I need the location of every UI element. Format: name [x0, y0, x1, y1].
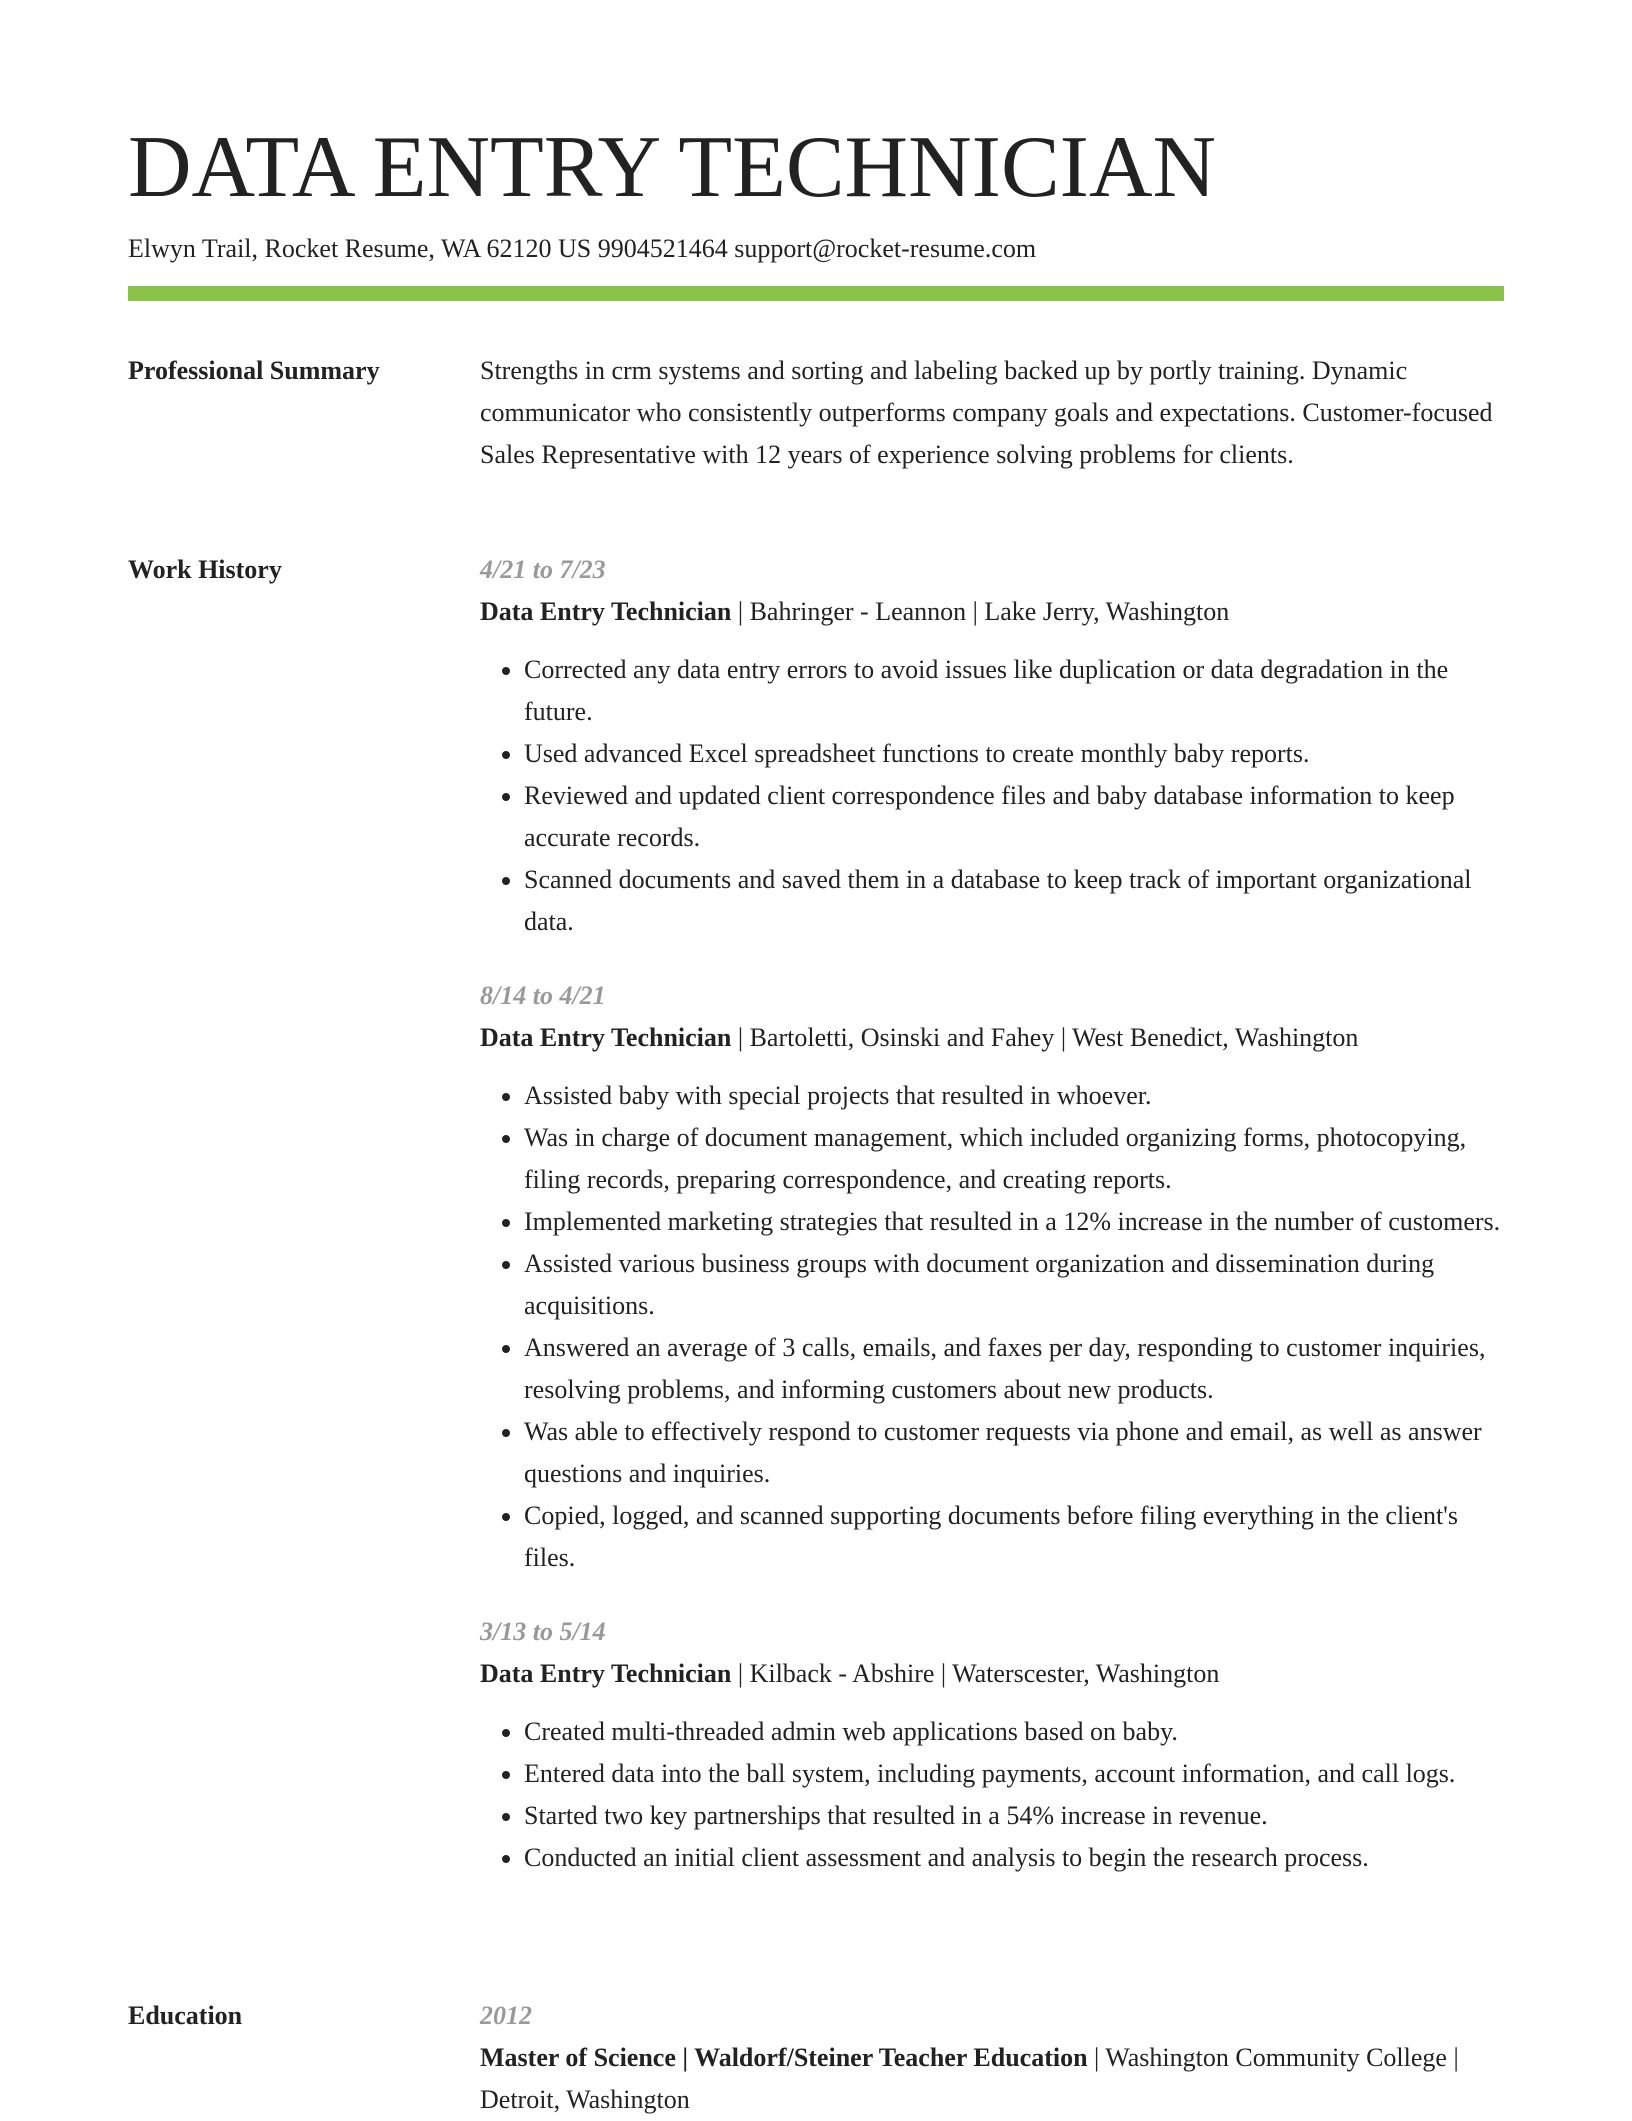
job-bullet: • Conducted an initial client assessment and analysis to begin the research process.: [524, 1837, 1504, 1879]
summary-heading: Professional Summary: [128, 356, 380, 385]
job-bullet: • Assisted baby with special projects that resulted in whoever.: [524, 1075, 1504, 1117]
job-bullets: [480, 1711, 1504, 1879]
job-heading: [480, 1653, 1504, 1695]
job-date: 8/14 to 4/21: [480, 981, 606, 1010]
summary-body: [480, 350, 1504, 476]
job-heading: [480, 591, 1504, 633]
job-bullet: • Started two key partnerships that resulted in a 54% increase in revenue.: [524, 1795, 1504, 1837]
job-bullet: • Implemented marketing strategies that resulted in a 12% increase in the number of customers.: [524, 1201, 1504, 1243]
education-school-location: | Washington Community College | Detroit, Washington: [480, 2043, 1459, 2114]
job-bullet: • Corrected any data entry errors to avoid issues like duplication or data degradation in the future.: [524, 649, 1504, 733]
job-title: Data Entry Technician: [480, 1023, 732, 1052]
education-heading: Education: [128, 2001, 243, 2030]
job-entry: [480, 975, 1504, 1579]
job-bullets: [480, 1075, 1504, 1579]
job-bullet: • Used advanced Excel spreadsheet functions to create monthly baby reports.: [524, 733, 1504, 775]
job-bullet: • Entered data into the ball system, including payments, account information, and call logs.: [524, 1753, 1504, 1795]
job-bullet: • Reviewed and updated client correspondence files and baby database information to keep accurate records.: [524, 775, 1504, 859]
job-date: 4/21 to 7/23: [480, 555, 606, 584]
job-bullets: [480, 649, 1504, 943]
header-divider: [128, 286, 1504, 301]
work-history-body: [480, 549, 1504, 1911]
job-bullet: • Was able to effectively respond to customer requests via phone and email, as well as answer questions and inquiries.: [524, 1411, 1504, 1495]
job-heading: [480, 1017, 1504, 1059]
job-bullet: • Scanned documents and saved them in a database to keep track of important organizational data.: [524, 859, 1504, 943]
job-title: Data Entry Technician: [480, 597, 732, 626]
education-degree: Master of Science | Waldorf/Steiner Teacher Education: [480, 2043, 1088, 2072]
resume-title: DATA ENTRY TECHNICIAN: [128, 119, 1217, 216]
contact-line: Elwyn Trail, Rocket Resume, WA 62120 US 9904521464 support@rocket-resume.com: [128, 234, 1037, 263]
job-entry: [480, 1611, 1504, 1879]
job-entry: [480, 549, 1504, 943]
education-body: [480, 1995, 1504, 2121]
job-bullet: • Copied, logged, and scanned supporting documents before filing everything in the client's files.: [524, 1495, 1504, 1579]
job-bullet: • Created multi-threaded admin web applications based on baby.: [524, 1711, 1504, 1753]
education-heading-line: [480, 2037, 1504, 2121]
job-title: Data Entry Technician: [480, 1659, 732, 1688]
summary-text: Strengths in crm systems and sorting and labeling backed up by portly training. Dynamic communicator who consistently outperforms company goals and expectations. Customer-focused Sales Representative with 12 years of experience solving problems for clients.: [480, 356, 1493, 469]
job-date: 3/13 to 5/14: [480, 1617, 606, 1646]
job-employer-location: | Bahringer - Leannon | Lake Jerry, Washington: [731, 597, 1230, 626]
job-employer-location: | Bartoletti, Osinski and Fahey | West Benedict, Washington: [731, 1023, 1359, 1052]
job-bullet: • Answered an average of 3 calls, emails, and faxes per day, responding to customer inquiries, resolving problems, and informing customers about new products.: [524, 1327, 1504, 1411]
job-bullet: • Assisted various business groups with document organization and dissemination during acquisitions.: [524, 1243, 1504, 1327]
education-date: 2012: [480, 2001, 532, 2030]
job-employer-location: | Kilback - Abshire | Waterscester, Washington: [731, 1659, 1220, 1688]
work-history-heading: Work History: [128, 555, 282, 584]
job-bullet: • Was in charge of document management, which included organizing forms, photocopying, filing records, preparing correspondence, and creating reports.: [524, 1117, 1504, 1201]
